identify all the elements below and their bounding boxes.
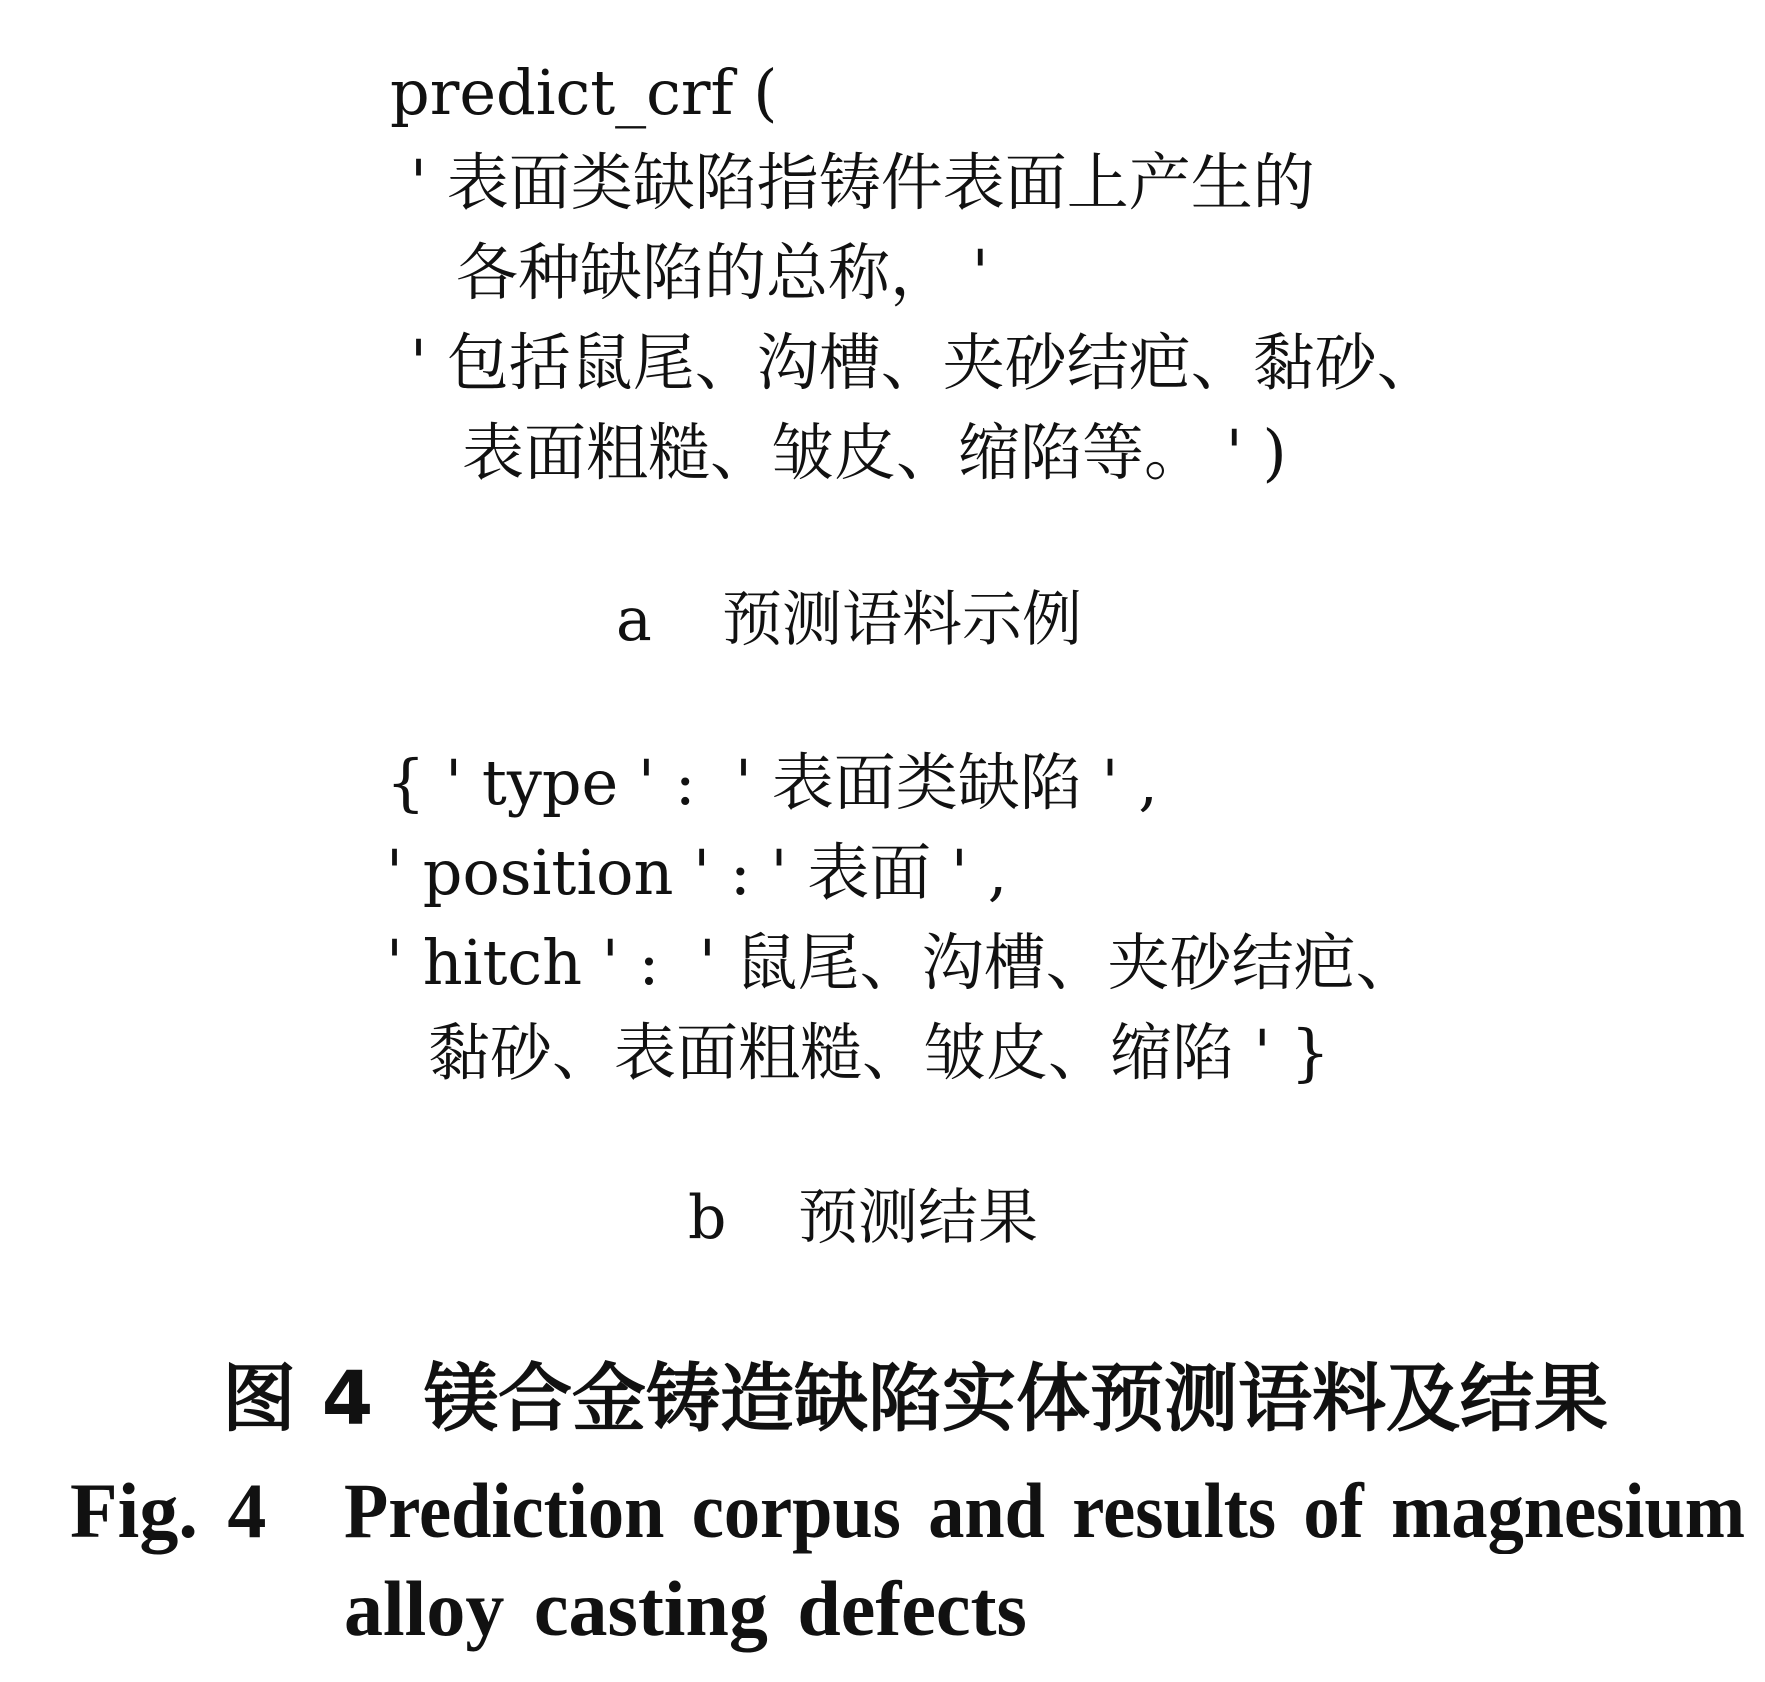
panel-b-caption: 预测结果 bbox=[798, 1183, 1038, 1253]
code-line: 表面粗糙、皱皮、缩陷等。 ' ) bbox=[462, 416, 1287, 489]
figure-title-en-line1: Prediction corpus and results of magnesium bbox=[344, 1467, 1745, 1554]
code-line: ' hitch ' : ' 鼠尾、沟槽、夹砂结疤、 bbox=[386, 926, 1418, 999]
figure-number-cn: 图 4 bbox=[222, 1356, 374, 1442]
code-line: { ' type ' : ' 表面类缺陷 ' , bbox=[386, 746, 1158, 819]
panel-a-caption: 预测语料示例 bbox=[722, 585, 1082, 655]
panel-b-label: b bbox=[688, 1183, 727, 1253]
code-line: ' position ' : ' 表面 ' , bbox=[386, 836, 1008, 909]
code-line: 各种缺陷的总称， ' bbox=[456, 236, 989, 309]
figure-title-en-line2: alloy casting defects bbox=[344, 1565, 1027, 1652]
panel-a-label: a bbox=[616, 585, 652, 655]
code-line: ' 表面类缺陷指铸件表面上产生的 bbox=[410, 146, 1315, 219]
code-line: 黏砂、表面粗糙、皱皮、缩陷 ' } bbox=[428, 1016, 1330, 1089]
code-line: predict_crf ( bbox=[390, 56, 778, 129]
figure-number-en: Fig. 4 bbox=[70, 1467, 267, 1554]
figure-title-cn: 镁合金铸造缺陷实体预测语料及结果 bbox=[424, 1356, 1608, 1442]
code-line: ' 包括鼠尾、沟槽、夹砂结疤、黏砂、 bbox=[410, 326, 1439, 399]
